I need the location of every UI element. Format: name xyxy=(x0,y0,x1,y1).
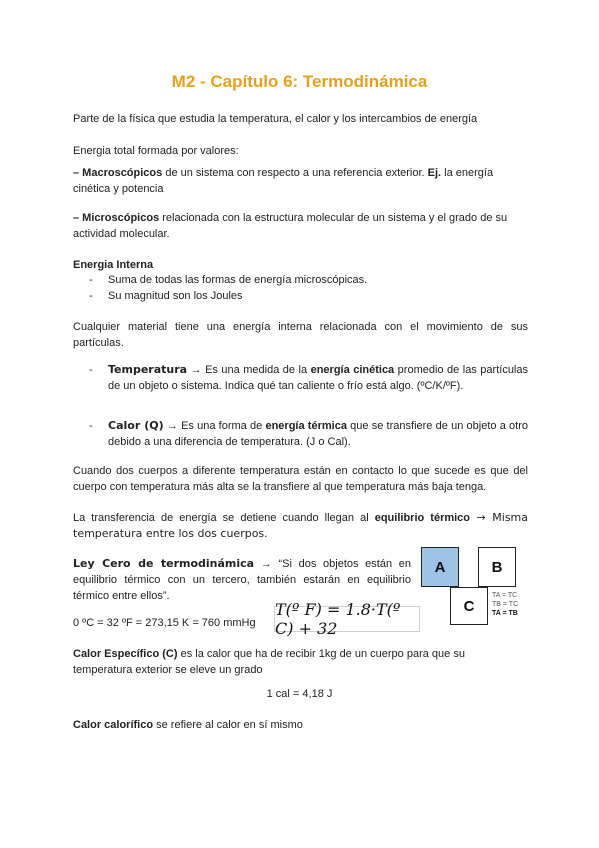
microscopicos-text: relacionada con la estructura molecular de un sistema y el grado de su xyxy=(159,212,508,224)
macroscopicos-label: – Macroscópicos xyxy=(73,167,163,179)
ley-cero-paragraph xyxy=(73,556,411,604)
bullet-dash: - xyxy=(89,274,93,286)
energia-total-heading: Energia total formada por valores: xyxy=(73,145,239,157)
calor-especifico-line2: temperatura exterior se eleve un grado xyxy=(73,664,263,676)
energia-interna-bullet-1: Suma de todas las formas de energía microscópicas. xyxy=(108,274,368,286)
temperatura-paragraph xyxy=(108,362,528,394)
transferencia-paragraph xyxy=(73,510,528,542)
material-paragraph: Cualquier material tiene una energía interna relacionada con el movimiento de sus partículas. xyxy=(73,321,528,349)
calor-calorifico-rest: se refiere al calor en sí mismo xyxy=(153,719,303,731)
microscopicos-label: – Microscópicos xyxy=(73,212,160,224)
transferencia-rest: → Misma temperatura entre los dos cuerpos. xyxy=(73,511,529,540)
intro-paragraph: Parte de la física que estudia la temperatura, el calor y los intercambios de energía xyxy=(73,113,478,125)
bullet-dash: - xyxy=(89,364,93,376)
formula-box xyxy=(274,600,420,638)
energia-interna-bullet-2: Su magnitud son los Joules xyxy=(108,290,243,302)
calor-arrow-text: → Es una forma de xyxy=(163,420,266,432)
ley-cero-label: Ley Cero de termodinámica xyxy=(73,557,255,570)
transferencia-bold: equilibrio térmico xyxy=(374,512,471,524)
contacto-paragraph: Cuando dos cuerpos a diferente temperatura están en contacto lo que sucede es que del cuerpo con temperatura más alta se la transfiere al que temperatura más baja tenga. xyxy=(73,465,528,493)
temperatura-bold: energía cinética xyxy=(310,364,395,376)
page-title: M2 - Capítulo 6: Termodinámica xyxy=(171,72,428,91)
calor-bold: energía térmica xyxy=(265,420,347,432)
bullet-dash: - xyxy=(89,420,93,432)
temperatura-arrow-text: → Es una medida de la xyxy=(187,364,311,376)
fahrenheit-formula: T(º F) = 1.8·T(º C) + 32 xyxy=(275,600,401,638)
calor-especifico-paragraph xyxy=(73,646,533,678)
transferencia-start: La transferencia de energía se detiene cuando llegan al xyxy=(73,512,375,524)
temperatura-label: Temperatura xyxy=(108,363,188,376)
microscopicos-paragraph xyxy=(73,210,533,242)
diagram-legend xyxy=(492,591,518,618)
energia-interna-heading: Energia Interna xyxy=(73,259,154,271)
macroscopicos-ej: Ej. xyxy=(427,167,442,179)
macroscopicos-paragraph xyxy=(73,165,533,197)
calor-label: Calor (Q) xyxy=(108,419,164,432)
calor-calorifico-paragraph xyxy=(73,717,533,733)
ley-cero-rest: → “Si dos objetos están en equilibrio térmico con un tercero, también estarán en equilibrio térmico entre ellos”. xyxy=(73,558,412,602)
macroscopicos-ej-text: la energía xyxy=(441,167,494,179)
calor-especifico-rest: es la calor que ha de recibir 1kg de un cuerpo para que su xyxy=(177,648,465,660)
calor-rest: que se transfiere de un objeto a otro debido a una diferencia de temperatura. (J o Cal). xyxy=(108,420,528,448)
body-c-box: C xyxy=(450,587,488,625)
temperatura-rest: promedio de las partículas de un objeto o sistema. Indica qué tan caliente o frío está algo. (ºC/K/ºF). xyxy=(108,364,528,392)
calor-especifico-label: Calor Específico (C) xyxy=(73,648,178,660)
body-a-box: A xyxy=(421,547,459,587)
body-b-box: B xyxy=(478,547,516,587)
microscopicos-line2: actividad molecular. xyxy=(73,228,170,240)
cal-equivalence: 1 cal = 4,18 J xyxy=(266,688,333,700)
calor-paragraph xyxy=(108,418,528,450)
bullet-dash: - xyxy=(89,290,93,302)
legend-line-2: TB = TC xyxy=(492,601,519,608)
calor-calorifico-label: Calor calorífico xyxy=(73,719,154,731)
equivalencia-line: 0 ºC = 32 ºF = 273,15 K = 760 mmHg xyxy=(73,617,256,629)
legend-line-3: TA = TB xyxy=(492,610,518,617)
macroscopicos-line2: cinética y potencia xyxy=(73,183,164,195)
macroscopicos-text: de un sistema con respecto a una referencia exterior. xyxy=(162,167,428,179)
legend-line-1: TA = TC xyxy=(492,592,518,599)
